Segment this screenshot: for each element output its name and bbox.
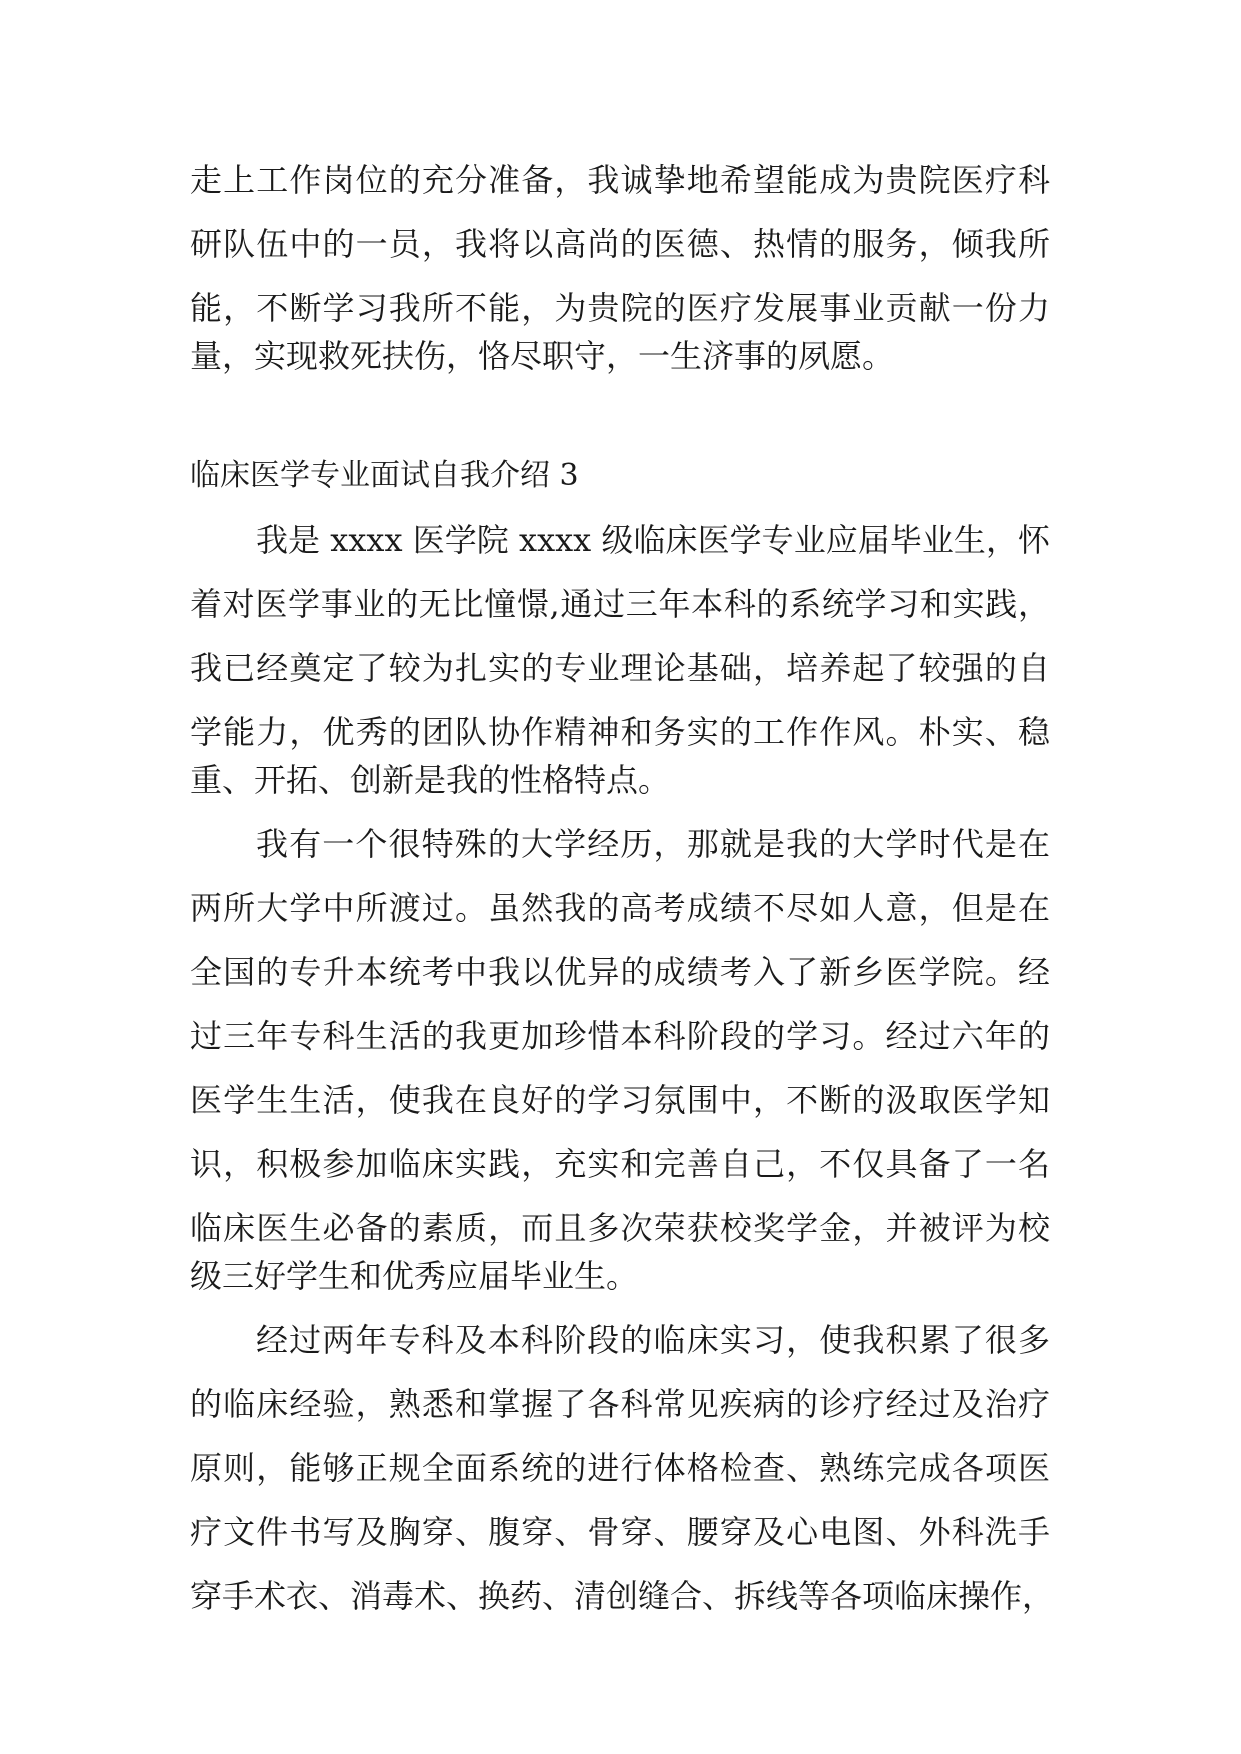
paragraph-2-line-6: 识，积极参加临床实践，充实和完善自己，不仅具备了一名 bbox=[190, 1145, 1050, 1183]
paragraph-2-line-2: 两所大学中所渡过。虽然我的高考成绩不尽如人意，但是在 bbox=[190, 889, 1050, 927]
paragraph-2-line-3: 全国的专升本统考中我以优异的成绩考入了新乡医学院。经 bbox=[190, 953, 1050, 991]
intro-line-3: 能，不断学习我所不能，为贵院的医疗发展事业贡献一份力 bbox=[190, 289, 1050, 327]
paragraph-1-line-5: 重、开拓、创新是我的性格特点。 bbox=[190, 761, 671, 799]
paragraph-3-line-4: 疗文件书写及胸穿、腹穿、骨穿、腰穿及心电图、外科洗手 bbox=[190, 1513, 1050, 1551]
paragraph-3-line-1: 经过两年专科及本科阶段的临床实习，使我积累了很多 bbox=[256, 1321, 1050, 1359]
paragraph-1-line-3: 我已经奠定了较为扎实的专业理论基础，培养起了较强的自 bbox=[190, 649, 1050, 687]
paragraph-1-line-2: 着对医学事业的无比憧憬,通过三年本科的系统学习和实践， bbox=[190, 585, 1050, 623]
paragraph-2-line-5: 医学生生活，使我在良好的学习氛围中，不断的汲取医学知 bbox=[190, 1081, 1050, 1119]
paragraph-3-line-5: 穿手术衣、消毒术、换药、清创缝合、拆线等各项临床操作， bbox=[190, 1577, 1055, 1615]
section-heading: 临床医学专业面试自我介绍 3 bbox=[190, 458, 579, 493]
paragraph-2-line-8: 级三好学生和优秀应届毕业生。 bbox=[190, 1257, 639, 1295]
intro-line-1: 走上工作岗位的充分准备，我诚挚地希望能成为贵院医疗科 bbox=[190, 161, 1050, 199]
paragraph-1-line-1: 我是 xxxx 医学院 xxxx 级临床医学专业应届毕业生，怀 bbox=[256, 521, 1050, 559]
paragraph-1-line-4: 学能力，优秀的团队协作精神和务实的工作作风。朴实、稳 bbox=[190, 713, 1050, 751]
paragraph-3-line-2: 的临床经验，熟悉和掌握了各科常见疾病的诊疗经过及治疗 bbox=[190, 1385, 1050, 1423]
paragraph-3-line-3: 原则，能够正规全面系统的进行体格检查、熟练完成各项医 bbox=[190, 1449, 1050, 1487]
paragraph-2-line-7: 临床医生必备的素质，而且多次荣获校奖学金，并被评为校 bbox=[190, 1209, 1050, 1247]
paragraph-2-line-1: 我有一个很特殊的大学经历，那就是我的大学时代是在 bbox=[256, 825, 1050, 863]
paragraph-2-line-4: 过三年专科生活的我更加珍惜本科阶段的学习。经过六年的 bbox=[190, 1017, 1050, 1055]
intro-line-2: 研队伍中的一员，我将以高尚的医德、热情的服务，倾我所 bbox=[190, 225, 1050, 263]
intro-line-4: 量，实现救死扶伤，恪尽职守，一生济事的夙愿。 bbox=[190, 337, 895, 375]
